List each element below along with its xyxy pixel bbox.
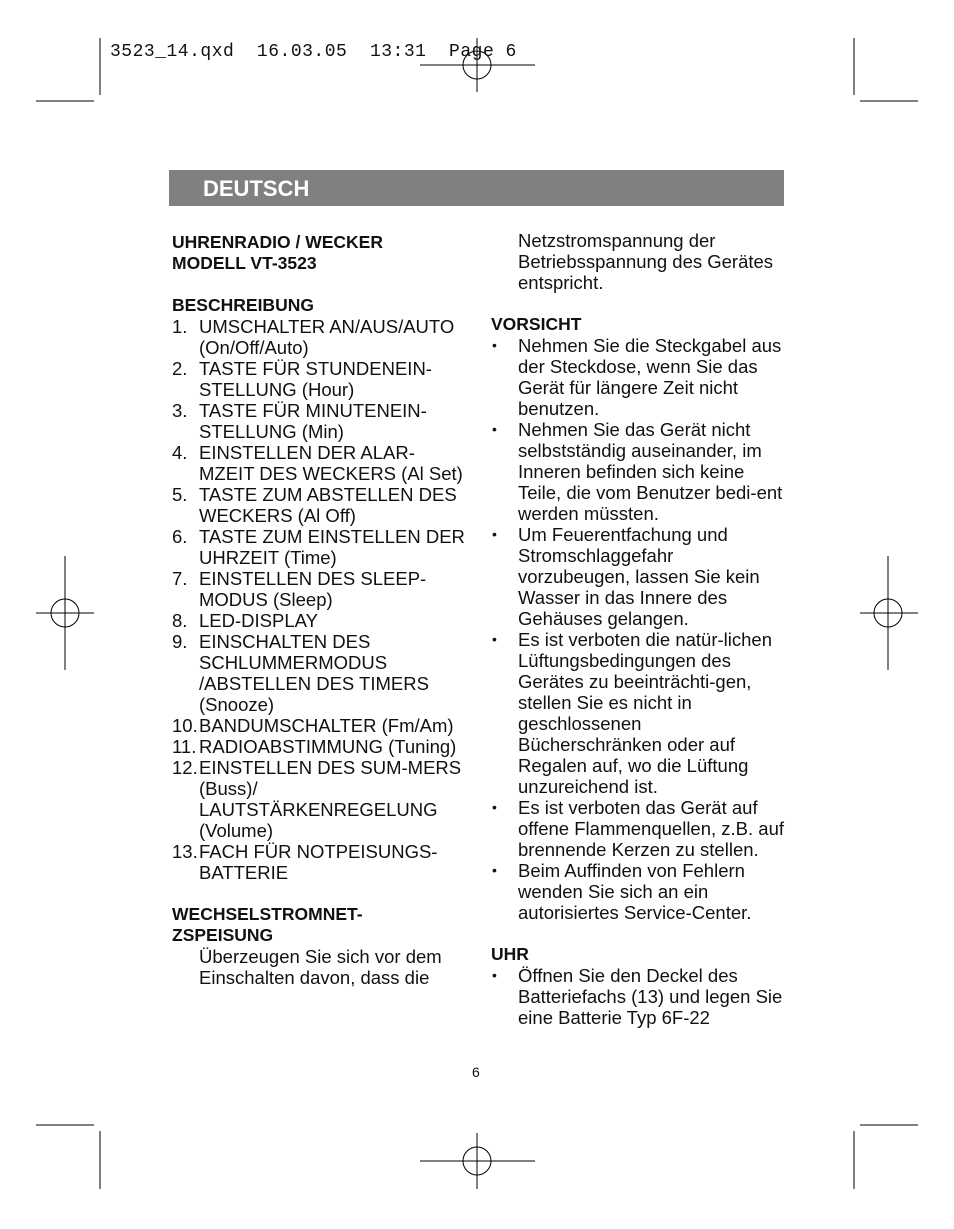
file-slug: 3523_14.qxd 16.03.05 13:31 Page 6 <box>110 42 517 62</box>
page-number: 6 <box>472 1064 480 1080</box>
list-item: • Um Feuerentfachung und Stromschlaggefahr vorzubeugen, lassen Sie kein Wasser in das Innere des Gehäuses gelangen. <box>492 524 760 629</box>
list-item: • Es ist verboten die natür-lichen Lüftungsbedingungen des Gerätes zu beeinträchti-gen, stellen Sie es nicht in geschlossenen Bücherschränken oder auf Regalen auf, wo die Lüftung unzureichend ist. <box>492 629 772 797</box>
list-item: 10. BANDUMSCHALTER (Fm/Am) <box>172 715 454 736</box>
left-column <box>172 232 467 988</box>
list-item: 13. FACH FÜR NOTPEISUNGS-BATTERIE <box>172 841 438 883</box>
list-item: 8. LED-DISPLAY <box>172 610 318 631</box>
list-item: 4. EINSTELLEN DER ALAR-MZEIT DES WECKERS (Al Set) <box>172 442 463 484</box>
caution-list <box>491 335 786 923</box>
list-item: • Es ist verboten das Gerät auf offene Flammenquellen, z.B. auf brennende Kerzen zu stellen. <box>492 797 785 860</box>
power-heading-line2: ZSPEISUNG <box>172 925 274 945</box>
language-title: DEUTSCH <box>203 176 310 201</box>
list-item: • Nehmen Sie die Steckgabel aus der Steckdose, wenn Sie das Gerät für längere Zeit nicht benutzen. <box>492 335 782 419</box>
list-item: 7. EINSTELLEN DES SLEEP-MODUS (Sleep) <box>172 568 427 610</box>
power-heading-line1: WECHSELSTROMNET- <box>172 904 363 924</box>
caution-heading: VORSICHT <box>491 314 582 334</box>
list-item: 11. RADIOABSTIMMUNG (Tuning) <box>172 736 457 757</box>
list-item: • Beim Auffinden von Fehlern wenden Sie sich an ein autorisiertes Service-Center. <box>492 860 752 923</box>
model-title: MODELL VT-3523 <box>172 253 317 273</box>
power-text: Überzeugen Sie sich vor dem Einschalten davon, dass die <box>199 946 442 988</box>
product-title: UHRENRADIO / WECKER <box>172 232 383 252</box>
list-item: 2. TASTE FÜR STUNDENEIN-STELLUNG (Hour) <box>172 358 432 400</box>
list-item: 5. TASTE ZUM ABSTELLEN DES WECKERS (Al Off) <box>172 484 457 526</box>
list-item: 3. TASTE FÜR MINUTENEIN-STELLUNG (Min) <box>172 400 427 442</box>
clock-list <box>491 965 786 1028</box>
parts-list <box>172 316 467 883</box>
list-item: 9. EINSCHALTEN DES SCHLUMMERMODUS /ABSTELLEN DES TIMERS (Snooze) <box>172 631 429 715</box>
list-item: • Nehmen Sie das Gerät nicht selbstständig auseinander, im Inneren befinden sich keine Teile, die vom Benutzer bedi-ent werden müssten. <box>492 419 783 524</box>
list-item: • Öffnen Sie den Deckel des Batteriefachs (13) und legen Sie eine Batterie Typ 6F-22 <box>492 965 783 1028</box>
list-item: 1. UMSCHALTER AN/AUS/AUTO (On/Off/Auto) <box>172 316 455 358</box>
list-item: 12. EINSTELLEN DES SUM-MERS (Buss)/ LAUTSTÄRKENREGELUNG (Volume) <box>172 757 462 841</box>
clock-heading: UHR <box>491 944 529 964</box>
description-heading: BESCHREIBUNG <box>172 295 314 315</box>
continued-text: Netzstromspannung der Betriebsspannung des Gerätes entspricht. <box>518 230 774 293</box>
right-column <box>491 230 786 1028</box>
language-header-bar <box>169 170 784 206</box>
list-item: 6. TASTE ZUM EINSTELLEN DER UHRZEIT (Time) <box>172 526 465 568</box>
